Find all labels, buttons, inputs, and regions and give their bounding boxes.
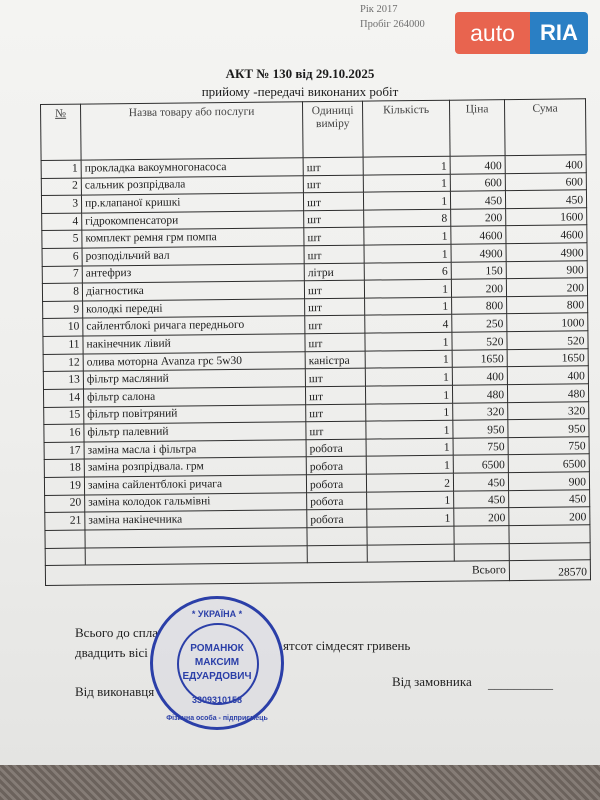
logo-ria-text: RIA bbox=[530, 12, 588, 54]
total-value: 28570 bbox=[509, 560, 590, 581]
row-number: 1 bbox=[41, 160, 81, 178]
item-unit: шт bbox=[304, 210, 364, 228]
row-number: 8 bbox=[42, 283, 82, 301]
item-name: заміна сайлентблокі ричага bbox=[84, 475, 306, 495]
header-unit: Одиниці виміру bbox=[302, 101, 363, 158]
item-price: 520 bbox=[452, 332, 507, 350]
item-name: фільтр палевний bbox=[84, 422, 306, 442]
item-unit: шт bbox=[304, 228, 364, 246]
item-name: комплект ремня грм помпа bbox=[82, 228, 304, 248]
item-name: пр.клапаної кришкі bbox=[81, 193, 303, 213]
row-number: 18 bbox=[44, 459, 84, 477]
row-number: 6 bbox=[42, 248, 82, 266]
item-unit: шт bbox=[305, 316, 365, 334]
row-number: 14 bbox=[43, 389, 83, 407]
item-name: заміна розпрідвала. грм bbox=[84, 457, 306, 477]
item-qty: 2 bbox=[366, 473, 453, 492]
item-price: 200 bbox=[451, 208, 506, 226]
item-unit: літри bbox=[304, 263, 364, 281]
item-sum: 200 bbox=[509, 507, 590, 526]
executor-label: Від виконавця bbox=[75, 684, 155, 699]
row-number: 11 bbox=[43, 336, 83, 354]
customer-label: Від замовника bbox=[392, 674, 472, 689]
header-price: Ціна bbox=[449, 100, 505, 157]
row-number: 2 bbox=[41, 178, 81, 196]
item-unit: шт bbox=[306, 404, 366, 422]
item-qty: 1 bbox=[366, 420, 453, 439]
row-number: 15 bbox=[44, 407, 84, 425]
customer-signature-line: __________ bbox=[488, 676, 553, 691]
amount-words-line2-tail: ятсот сімдесят гривень bbox=[283, 638, 411, 653]
item-qty: 1 bbox=[365, 385, 452, 404]
item-price: 6500 bbox=[453, 455, 508, 473]
item-price: 250 bbox=[452, 314, 507, 332]
item-unit: робота bbox=[306, 456, 366, 474]
item-price: 150 bbox=[451, 261, 506, 279]
item-qty: 1 bbox=[364, 244, 451, 263]
item-price: 480 bbox=[452, 385, 507, 403]
item-unit: шт bbox=[304, 245, 364, 263]
item-sum: 900 bbox=[508, 472, 589, 490]
stamp-ring-text: Фізична особа - підприємець bbox=[166, 715, 268, 722]
item-sum: 750 bbox=[508, 437, 589, 455]
item-unit: шт bbox=[305, 333, 365, 351]
item-price: 1650 bbox=[452, 349, 507, 367]
item-unit: шт bbox=[306, 421, 366, 439]
item-unit: шт bbox=[305, 298, 365, 316]
item-qty: 1 bbox=[366, 438, 453, 457]
item-name: сальник розпрідвала bbox=[81, 175, 303, 195]
item-sum: 520 bbox=[507, 331, 588, 349]
item-sum: 200 bbox=[506, 278, 587, 296]
item-qty: 1 bbox=[364, 227, 451, 246]
item-sum: 6500 bbox=[508, 454, 589, 472]
item-name: діагностика bbox=[82, 281, 304, 301]
item-name: олива моторна Avanza грс 5w30 bbox=[83, 351, 305, 371]
item-name: заміна колодок гальмівні bbox=[85, 492, 307, 512]
item-qty: 1 bbox=[365, 350, 452, 369]
item-price: 400 bbox=[452, 367, 507, 385]
item-unit: шт bbox=[303, 157, 363, 175]
item-unit: шт bbox=[305, 386, 365, 404]
item-name: антефриз bbox=[82, 263, 304, 283]
item-qty: 1 bbox=[365, 297, 452, 316]
item-price: 600 bbox=[450, 173, 505, 191]
row-number: 21 bbox=[45, 512, 85, 530]
row-number: 4 bbox=[42, 213, 82, 231]
item-sum: 320 bbox=[508, 401, 589, 419]
year-line: Рік 2017 bbox=[360, 4, 398, 15]
item-qty: 1 bbox=[364, 279, 451, 298]
item-qty: 1 bbox=[367, 491, 454, 510]
item-qty: 1 bbox=[366, 456, 453, 475]
item-sum: 400 bbox=[505, 155, 586, 173]
item-name: фільтр масляний bbox=[83, 369, 305, 389]
item-name: колодкі передні bbox=[83, 299, 305, 319]
stamp-patronymic: ЕДУАРДОВИЧ bbox=[182, 671, 252, 682]
logo-auto-text: auto bbox=[455, 12, 530, 54]
item-sum: 450 bbox=[509, 489, 590, 507]
item-price: 400 bbox=[450, 156, 505, 174]
item-qty: 6 bbox=[364, 262, 451, 281]
item-qty: 1 bbox=[367, 508, 454, 527]
row-number: 12 bbox=[43, 354, 83, 372]
act-subtitle: прийому -передачі виконаних робіт bbox=[201, 84, 399, 99]
item-sum: 950 bbox=[508, 419, 589, 437]
item-unit: робота bbox=[306, 439, 366, 457]
item-unit: робота bbox=[306, 474, 366, 492]
item-qty: 1 bbox=[366, 403, 453, 422]
row-number: 5 bbox=[42, 231, 82, 249]
header-name: Назва товару або послуги bbox=[81, 102, 304, 160]
item-sum: 1600 bbox=[506, 208, 587, 226]
item-qty: 4 bbox=[365, 315, 452, 334]
item-price: 4900 bbox=[451, 244, 506, 262]
item-unit: робота bbox=[307, 492, 367, 510]
row-number: 9 bbox=[43, 301, 83, 319]
item-sum: 1000 bbox=[507, 313, 588, 331]
item-name: заміна накінечника bbox=[85, 510, 307, 530]
act-title: АКТ № 130 від 29.10.2025 bbox=[225, 66, 375, 81]
item-name: сайлентблокі ричага переднього bbox=[83, 316, 305, 336]
item-qty: 1 bbox=[365, 368, 452, 387]
item-qty: 1 bbox=[363, 174, 450, 193]
header-no: № bbox=[41, 104, 82, 160]
row-number: 17 bbox=[44, 442, 84, 460]
header-qty: Кількість bbox=[362, 100, 450, 157]
item-unit: шт bbox=[303, 175, 363, 193]
item-qty: 8 bbox=[364, 209, 451, 228]
item-name: розподільчий вал bbox=[82, 246, 304, 266]
item-price: 800 bbox=[452, 297, 507, 315]
item-sum: 4600 bbox=[506, 225, 587, 243]
item-sum: 900 bbox=[506, 260, 587, 278]
row-number: 20 bbox=[45, 495, 85, 513]
item-sum: 400 bbox=[507, 366, 588, 384]
item-unit: шт bbox=[305, 368, 365, 386]
item-price: 450 bbox=[454, 490, 509, 508]
item-sum: 450 bbox=[505, 190, 586, 208]
amount-words-line1: Всього до спла bbox=[75, 625, 158, 640]
item-name: фільтр салона bbox=[83, 387, 305, 407]
row-number: 10 bbox=[43, 319, 83, 337]
row-number: 13 bbox=[43, 371, 83, 389]
item-name: гідрокомпенсатори bbox=[82, 211, 304, 231]
row-number: 19 bbox=[44, 477, 84, 495]
stamp-surname: РОМАНЮК bbox=[190, 643, 244, 654]
stamp-top-text: * УКРАЇНА * bbox=[191, 609, 243, 619]
item-unit: робота bbox=[307, 509, 367, 527]
item-qty: 1 bbox=[363, 156, 450, 175]
item-sum: 600 bbox=[505, 172, 586, 190]
table-header-row bbox=[41, 99, 587, 161]
total-label: Всього bbox=[45, 561, 509, 586]
item-price: 200 bbox=[451, 279, 506, 297]
stamp-code: 3309310158 bbox=[191, 695, 243, 705]
item-sum: 4900 bbox=[506, 243, 587, 261]
item-sum: 800 bbox=[507, 296, 588, 314]
item-name: накінечник лівий bbox=[83, 334, 305, 354]
item-unit: шт bbox=[304, 280, 364, 298]
header-sum: Сума bbox=[504, 99, 586, 156]
item-price: 450 bbox=[450, 191, 505, 209]
item-price: 950 bbox=[453, 420, 508, 438]
item-price: 200 bbox=[454, 508, 509, 526]
mileage-line: Пробіг 264000 bbox=[360, 19, 425, 30]
row-number: 3 bbox=[41, 195, 81, 213]
item-unit: каністра bbox=[305, 351, 365, 369]
company-stamp bbox=[150, 596, 284, 730]
amount-words-line2: двадцить вісі bbox=[75, 645, 148, 660]
floor-background bbox=[0, 765, 600, 800]
item-price: 450 bbox=[453, 473, 508, 491]
item-name: заміна масла і фільтра bbox=[84, 439, 306, 459]
item-qty: 1 bbox=[363, 191, 450, 210]
item-qty: 1 bbox=[365, 332, 452, 351]
item-unit: шт bbox=[303, 192, 363, 210]
stamp-first-name: МАКСИМ bbox=[194, 657, 240, 668]
item-sum: 480 bbox=[507, 384, 588, 402]
item-name: фільтр повітряний bbox=[84, 404, 306, 424]
row-number: 7 bbox=[42, 266, 82, 284]
item-name: прокладка вакоумногонасоса bbox=[81, 158, 303, 178]
autoria-logo[interactable] bbox=[455, 12, 588, 54]
item-price: 320 bbox=[453, 402, 508, 420]
item-sum: 1650 bbox=[507, 348, 588, 366]
item-price: 750 bbox=[453, 437, 508, 455]
item-price: 4600 bbox=[451, 226, 506, 244]
work-act-table bbox=[40, 98, 591, 586]
row-number: 16 bbox=[44, 424, 84, 442]
